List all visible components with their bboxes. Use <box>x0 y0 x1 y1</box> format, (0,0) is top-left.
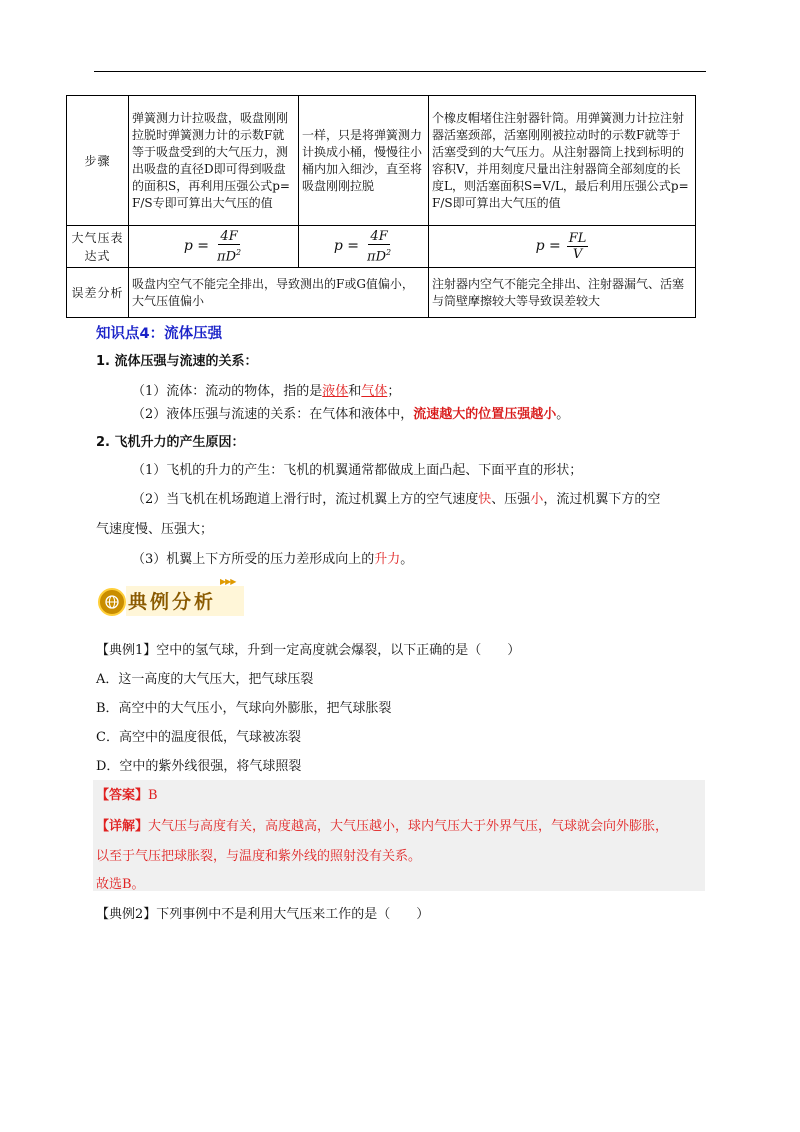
option-a: A．这一高度的大气压大，把气球压裂 <box>96 672 314 687</box>
section-title: 知识点4：流体压强 <box>96 326 223 342</box>
table-cell: 弹簧测力计拉吸盘，吸盘刚刚拉脱时弹簧测力计的示数F就等于吸盘受到的大气压力，测出吸盘的直径D即可得到吸盘的面积S，再利用压强公式p=F/S专即可算出大气压的值 <box>129 96 299 226</box>
paragraph-line <box>132 403 569 422</box>
text-span: ，流过机翼下方的空 <box>543 492 661 507</box>
answer-value: B <box>148 788 158 803</box>
table-cell: 注射器内空气不能完全排出、注射器漏气、活塞与筒壁摩擦较大等导致误差较大 <box>429 268 696 318</box>
banner-title: 典例分析 <box>128 591 217 613</box>
globe-icon <box>98 588 126 616</box>
highlight-answer: 流速越大的位置压强越小 <box>413 407 557 422</box>
table-row <box>67 268 696 318</box>
paragraph-line <box>132 380 400 399</box>
formula-cell <box>299 226 429 268</box>
formula-denominator: πD <box>217 249 237 265</box>
text-span: 。 <box>556 407 570 422</box>
table-cell: 吸盘内空气不能完全排出，导致测出的F或G值偏小，大气压值偏小 <box>129 268 429 318</box>
subsection-title: 2. 飞机升力的产生原因： <box>96 435 245 450</box>
formula-cell <box>129 226 299 268</box>
highlight-answer: 快 <box>478 492 492 507</box>
highlight-answer: 气体 <box>361 384 388 399</box>
detail-label: 【详解】 <box>96 819 149 834</box>
text-span: 。 <box>400 552 414 567</box>
table-cell: 个橡皮帽堵住注射器针筒。用弹簧测力计拉注射器活塞颈部，活塞刚刚被拉动时的示数F就等于活塞受到的大气压力。从注射器筒上找到标明的容积V，并用刻度尺量出注射器筒全部刻度的长度L，则活塞面积S=V/L，最后利用压强公式p=F/S即可算出大气压的值 <box>429 96 696 226</box>
text-span: ； <box>387 384 401 399</box>
formula-lhs: p = <box>535 238 561 254</box>
formula-numerator: FL <box>568 231 587 246</box>
header-rule <box>94 71 706 72</box>
text-span: 、压强 <box>491 492 531 507</box>
highlight-answer: 液体 <box>322 384 349 399</box>
formula-exponent: 2 <box>236 247 242 257</box>
formula-cell <box>429 226 696 268</box>
question-text: 【典例1】空中的氢气球，升到一定高度就会爆裂，以下正确的是（ ） <box>96 643 521 658</box>
paragraph-line: 气速度慢、压强大； <box>96 522 214 537</box>
row-header: 误差分析 <box>67 268 129 318</box>
table-row <box>67 226 696 268</box>
option-b: B．高空中的大气压小，气球向外膨胀，把气球胀裂 <box>96 701 392 716</box>
answer-box <box>93 780 705 891</box>
detail-line: 以至于气压把球胀裂，与温度和紫外线的照射没有关系。 <box>96 849 422 864</box>
text-span: （1）流体：流动的物体，指的是 <box>132 384 323 399</box>
paragraph-line <box>132 488 660 507</box>
option-c: C．高空中的温度很低，气球被冻裂 <box>96 730 301 745</box>
example-banner <box>96 577 246 619</box>
conclusion-line: 故选B。 <box>96 877 145 892</box>
highlight-answer: 升力 <box>374 552 401 567</box>
table-row <box>67 96 696 226</box>
arrows-icon: ▶▶▶ <box>220 577 236 586</box>
formula-numerator: 4F <box>220 228 238 244</box>
formula-numerator: 4F <box>370 228 388 244</box>
formula-exponent: 2 <box>386 247 392 257</box>
highlight-answer: 小 <box>530 492 544 507</box>
paragraph-line <box>132 548 413 567</box>
text-span: 和 <box>348 384 362 399</box>
detail-text: 大气压与高度有关，高度越高，大气压越小，球内气压大于外界气压，气球就会向外膨胀， <box>148 819 669 834</box>
table-cell: 一样，只是将弹簧测力计换成小桶，慢慢往小桶内加入细沙，直至将吸盘刚刚拉脱 <box>299 96 429 226</box>
answer-line <box>96 784 158 803</box>
detail-line <box>96 815 668 834</box>
text-span: （2）液体压强与流速的关系：在气体和液体中， <box>132 407 414 422</box>
formula-lhs: p = <box>333 237 360 254</box>
formula-denominator: πD <box>367 249 387 265</box>
question-text: 【典例2】下列事例中不是利用大气压来工作的是（ ） <box>96 907 430 922</box>
option-d: D．空中的紫外线很强，将气球照裂 <box>96 759 302 774</box>
text-span: （3）机翼上下方所受的压力差形成向上的 <box>132 552 375 567</box>
subsection-title: 1. 流体压强与流速的关系： <box>96 354 258 369</box>
row-header: 大气压表达式 <box>67 226 129 268</box>
formula-denominator: V <box>572 247 583 262</box>
text-span: （2）当飞机在机场跑道上滑行时，流过机翼上方的空气速度 <box>132 492 479 507</box>
paragraph-line: （1）飞机的升力的产生：飞机的机翼通常都做成上面凸起、下面平直的形状； <box>132 463 583 478</box>
answer-label: 【答案】 <box>96 788 149 803</box>
experiment-table <box>66 95 696 318</box>
row-header: 步骤 <box>67 96 129 226</box>
formula-lhs: p = <box>183 237 210 254</box>
